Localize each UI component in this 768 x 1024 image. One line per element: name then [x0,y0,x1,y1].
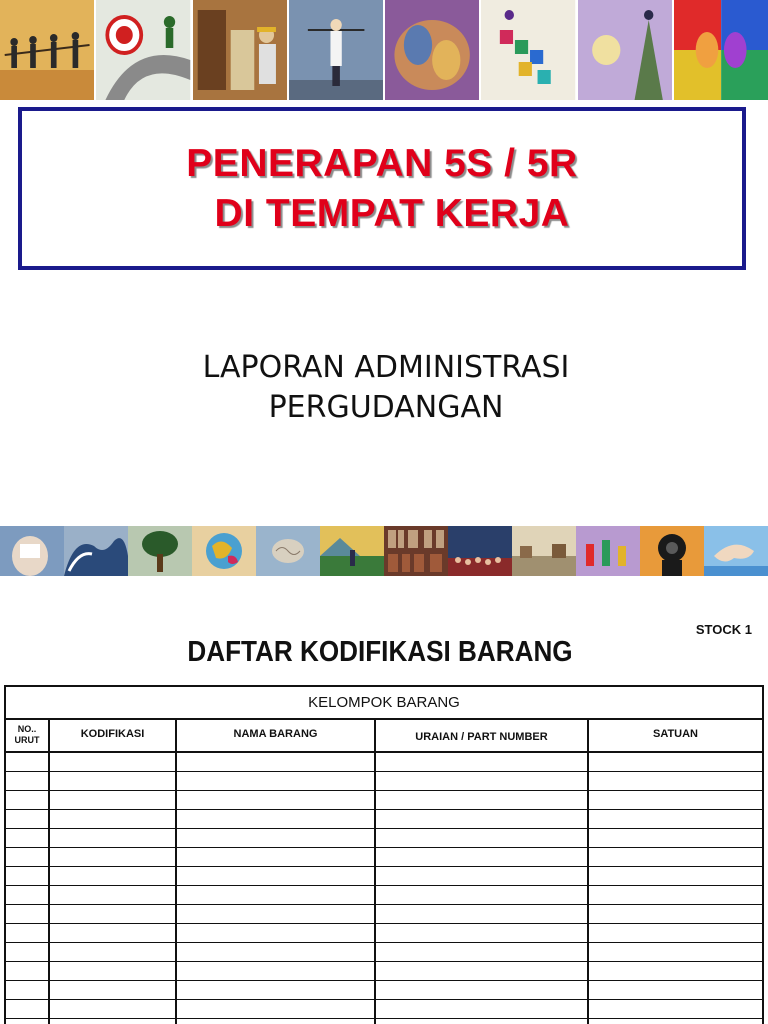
cell-uraian[interactable] [376,1000,589,1018]
cell-no-urut[interactable] [6,962,50,980]
cell-uraian[interactable] [376,905,589,923]
cell-satuan[interactable] [589,962,762,980]
cell-satuan[interactable] [589,981,762,999]
cell-no-urut[interactable] [6,867,50,885]
cell-satuan[interactable] [589,829,762,847]
cell-satuan[interactable] [589,905,762,923]
cell-no-urut[interactable] [6,943,50,961]
cell-satuan[interactable] [589,943,762,961]
cell-satuan[interactable] [589,810,762,828]
table-row [6,791,762,810]
title-line-2: DI TEMPAT KERJA [214,191,570,235]
cell-kodifikasi[interactable] [50,905,177,923]
cell-nama-barang[interactable] [177,867,376,885]
table-body [6,753,762,1024]
cell-nama-barang[interactable] [177,924,376,942]
cell-uraian[interactable] [376,867,589,885]
cell-nama-barang[interactable] [177,772,376,790]
cell-no-urut[interactable] [6,1000,50,1018]
table-row [6,981,762,1000]
water-hand-illustration [704,526,768,576]
cell-uraian[interactable] [376,886,589,904]
cell-uraian[interactable] [376,943,589,961]
column-header-no-line2: URUT [14,735,40,745]
table-row [6,867,762,886]
cell-satuan[interactable] [589,1000,762,1018]
cell-kodifikasi[interactable] [50,848,177,866]
cell-uraian[interactable] [376,962,589,980]
cell-kodifikasi[interactable] [50,1000,177,1018]
cell-nama-barang[interactable] [177,810,376,828]
cell-satuan[interactable] [589,753,762,771]
wave-illustration [64,526,128,576]
column-header-no-line1: NO.. [17,724,37,734]
parade-illustration [576,526,640,576]
cell-no-urut[interactable] [6,924,50,942]
cell-no-urut[interactable] [6,791,50,809]
cell-no-urut[interactable] [6,772,50,790]
village-illustration [512,526,576,576]
cell-kodifikasi[interactable] [50,981,177,999]
title-box [18,107,746,270]
table-row [6,829,762,848]
climbing-figure-illustration [578,0,674,100]
cell-no-urut[interactable] [6,1019,50,1024]
table-row [6,810,762,829]
table-row [6,962,762,981]
cell-uraian[interactable] [376,1019,589,1024]
subtitle [0,348,768,428]
cell-kodifikasi[interactable] [50,791,177,809]
codification-table [4,685,764,1024]
column-header-uraian: URAIAN / PART NUMBER [376,720,589,751]
subtitle-line-2: PERGUDANGAN [268,390,504,425]
middle-image-strip [0,526,768,576]
table-row [6,848,762,867]
title-line-1: PENERAPAN 5S / 5R [186,141,578,185]
cell-kodifikasi[interactable] [50,810,177,828]
balance-figure-illustration [289,0,385,100]
cell-nama-barang[interactable] [177,943,376,961]
cell-nama-barang[interactable] [177,886,376,904]
cell-kodifikasi[interactable] [50,829,177,847]
cell-satuan[interactable] [589,848,762,866]
cell-no-urut[interactable] [6,810,50,828]
cell-uraian[interactable] [376,810,589,828]
column-header-nama-barang: NAMA BARANG [177,720,376,751]
cell-nama-barang[interactable] [177,848,376,866]
blocks-figure-illustration [481,0,577,100]
cell-satuan[interactable] [589,1019,762,1024]
silhouette-head-illustration [640,526,704,576]
cell-no-urut[interactable] [6,848,50,866]
cell-kodifikasi[interactable] [50,962,177,980]
bookshelf-illustration [384,526,448,576]
colorful-hands-illustration [674,0,768,100]
cell-uraian[interactable] [376,753,589,771]
head-profile-illustration [0,526,64,576]
table-row [6,943,762,962]
cell-kodifikasi[interactable] [50,1019,177,1024]
stock-label: STOCK 1 [695,622,752,637]
table-row [6,924,762,943]
column-header-no-urut [6,720,50,751]
cell-kodifikasi[interactable] [50,943,177,961]
cell-satuan[interactable] [589,772,762,790]
table-row [6,1000,762,1019]
cell-satuan[interactable] [589,791,762,809]
tug-of-war-illustration [0,0,96,100]
cell-satuan[interactable] [589,886,762,904]
table-row [6,886,762,905]
cell-uraian[interactable] [376,829,589,847]
cell-nama-barang[interactable] [177,1000,376,1018]
cell-uraian[interactable] [376,772,589,790]
crowd-illustration [448,526,512,576]
cell-uraian[interactable] [376,791,589,809]
tree-illustration [128,526,192,576]
table-row [6,905,762,924]
cell-nama-barang[interactable] [177,981,376,999]
cell-nama-barang[interactable] [177,791,376,809]
table-row [6,753,762,772]
cell-kodifikasi[interactable] [50,924,177,942]
cell-kodifikasi[interactable] [50,886,177,904]
cell-no-urut[interactable] [6,753,50,771]
globe-illustration [192,526,256,576]
cell-uraian[interactable] [376,924,589,942]
cell-nama-barang[interactable] [177,962,376,980]
cell-kodifikasi[interactable] [50,753,177,771]
cell-no-urut[interactable] [6,829,50,847]
cell-no-urut[interactable] [6,905,50,923]
cell-satuan[interactable] [589,924,762,942]
cell-uraian[interactable] [376,848,589,866]
table-heading: DAFTAR KODIFIKASI BARANG [187,636,573,668]
cell-no-urut[interactable] [6,886,50,904]
column-header-satuan: SATUAN [652,728,698,740]
group-header: KELOMPOK BARANG [6,687,762,720]
brain-illustration [256,526,320,576]
subtitle-line-1: LAPORAN ADMINISTRASI [202,350,570,385]
cell-nama-barang[interactable] [177,1019,376,1024]
cell-no-urut[interactable] [6,981,50,999]
cell-kodifikasi[interactable] [50,772,177,790]
table-row [6,1019,762,1024]
target-road-illustration [96,0,192,100]
landscape-figure-illustration [320,526,384,576]
column-header-kodifikasi: KODIFIKASI [50,720,177,751]
cell-nama-barang[interactable] [177,905,376,923]
worker-building-illustration [193,0,289,100]
top-image-strip [0,0,768,100]
cell-nama-barang[interactable] [177,753,376,771]
cell-kodifikasi[interactable] [50,867,177,885]
table-row [6,772,762,791]
cell-nama-barang[interactable] [177,829,376,847]
puzzle-figures-illustration [385,0,481,100]
column-header-row [6,720,762,753]
cell-uraian[interactable] [376,981,589,999]
cell-satuan[interactable] [589,867,762,885]
